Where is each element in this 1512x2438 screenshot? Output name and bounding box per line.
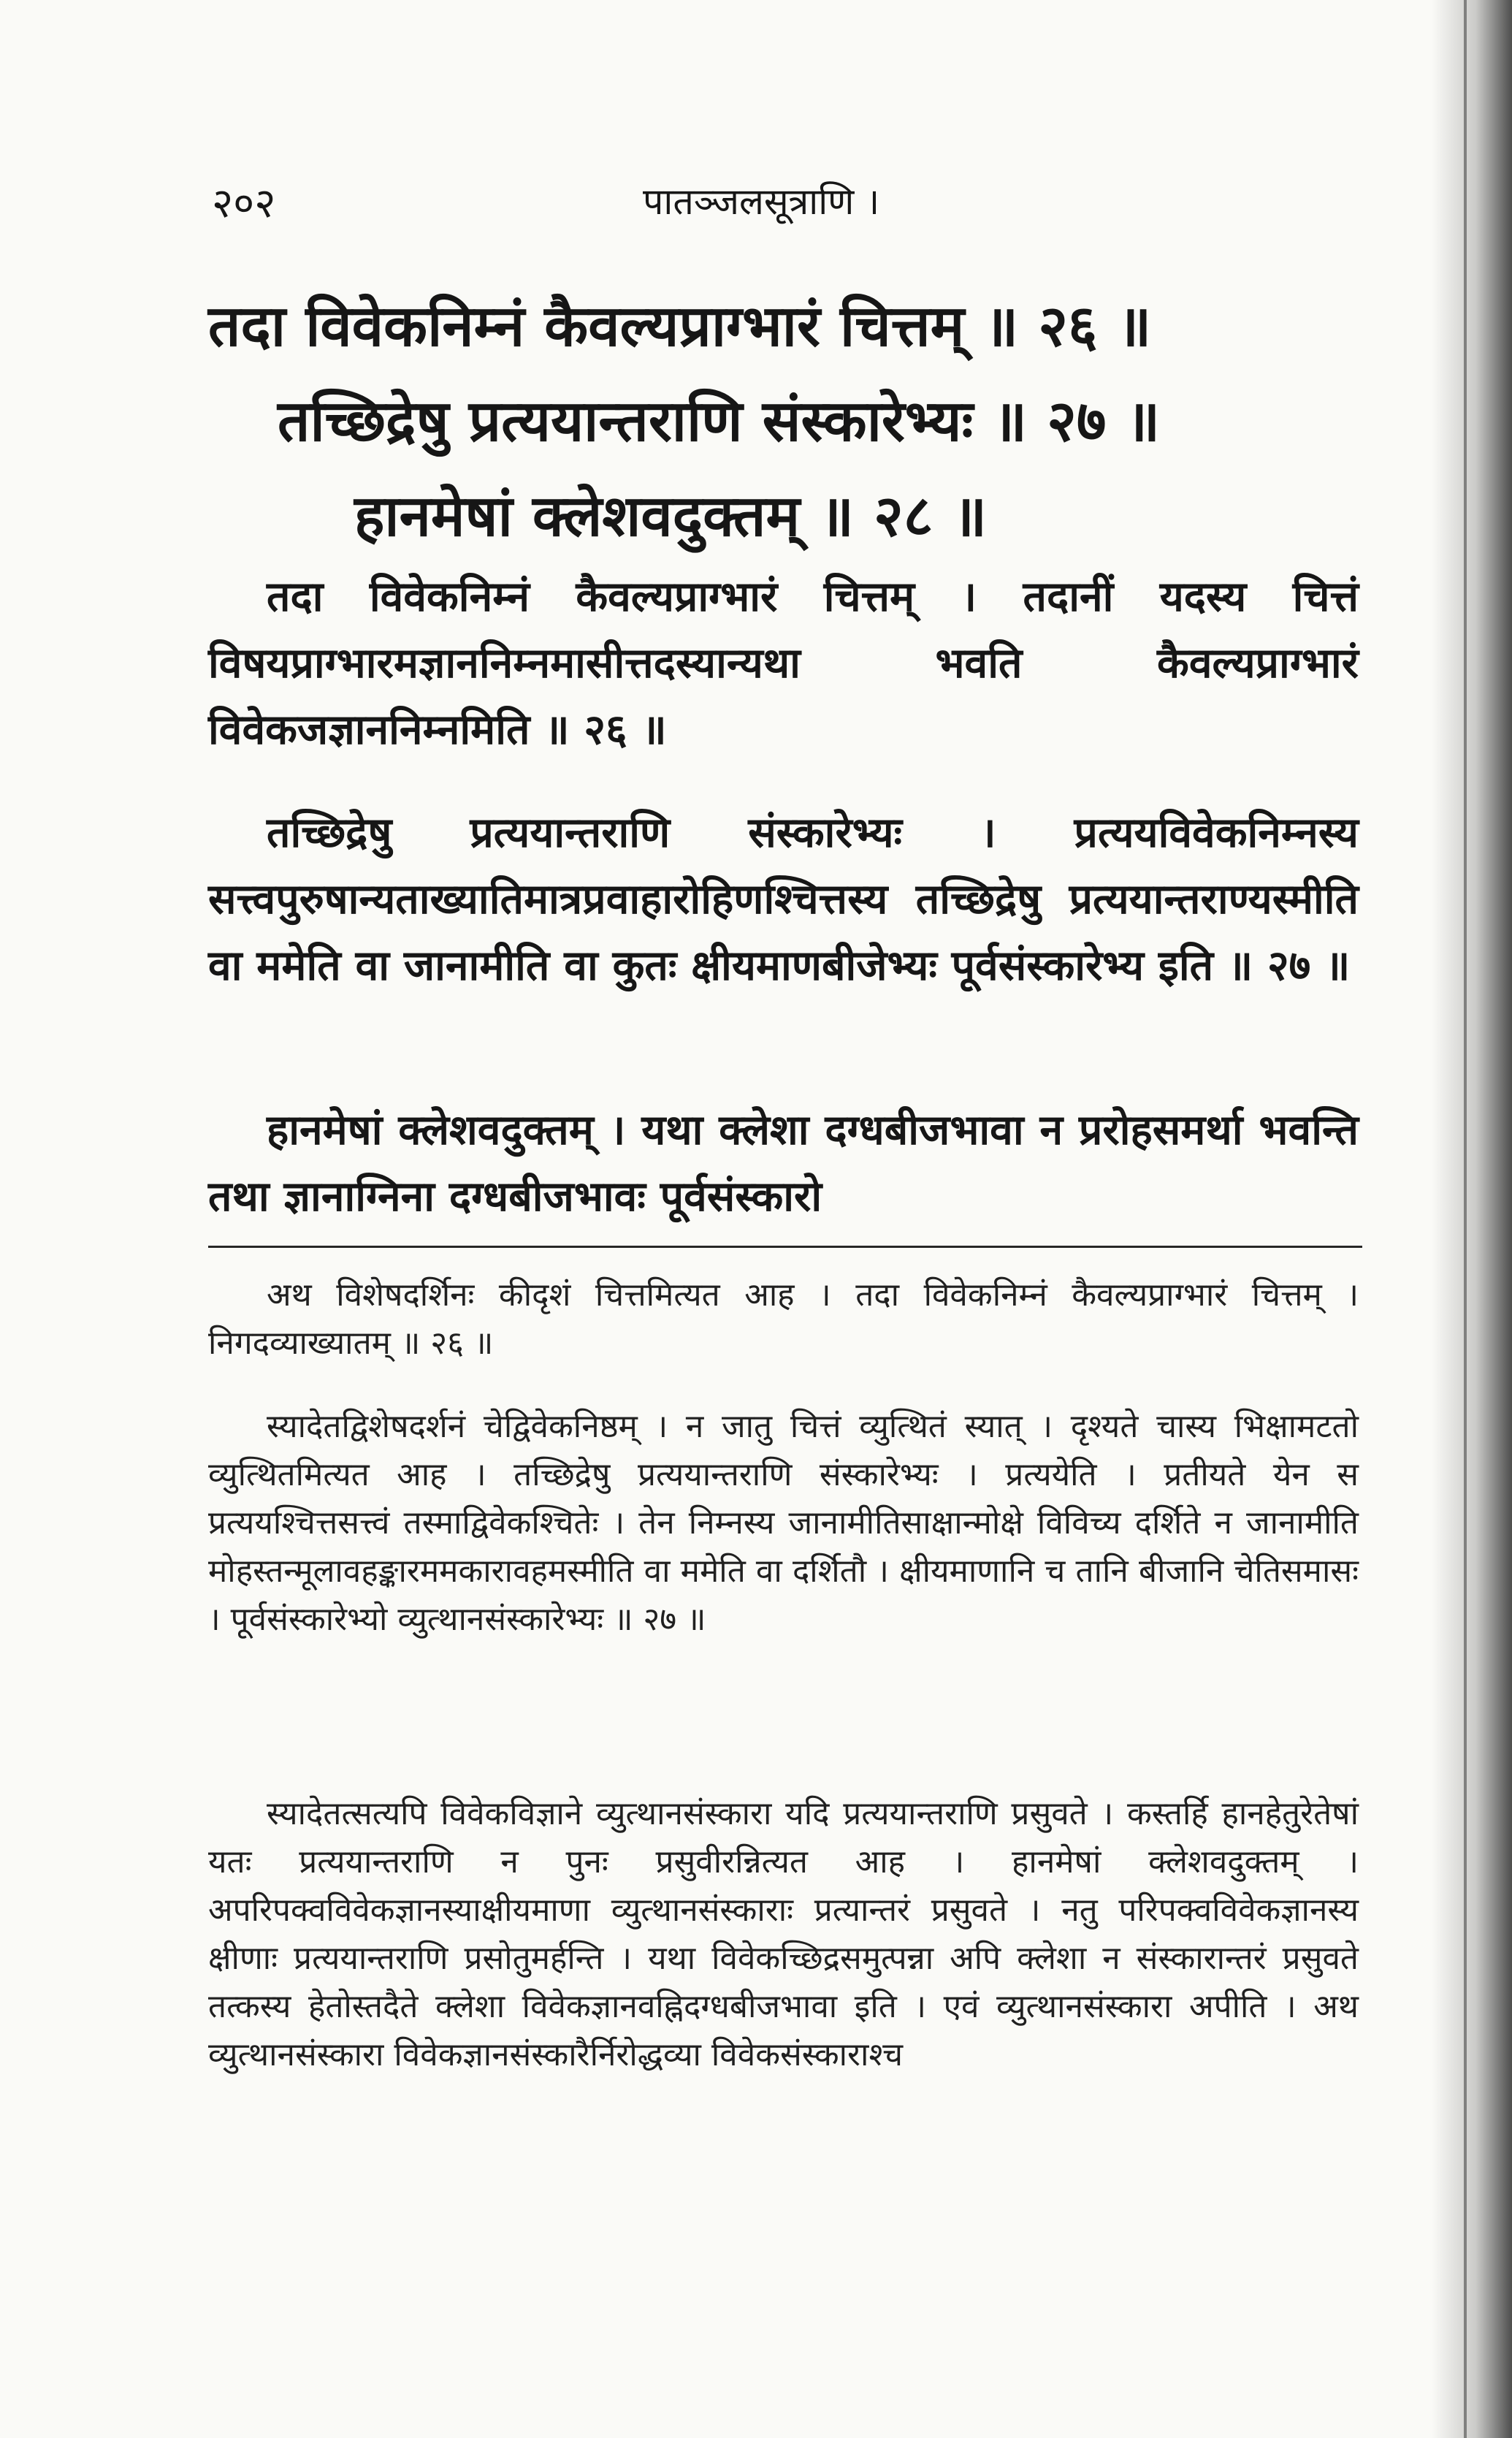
page-edge-line: [1464, 0, 1467, 2438]
sutra-27: तच्छिद्रेषु प्रत्ययान्तराणि संस्कारेभ्यः ॥ २७ ॥: [278, 389, 1161, 454]
gloss-28: स्यादेतत्सत्यपि विवेकविज्ञाने व्युत्थानसंस्कारा यदि प्रत्ययान्तराणि प्रसुवते । कस्तर्हि हानहेतुरेतेषां यतः प्रत्ययान्तराणि न पुनः प्रसुवीरन्नित्यत आह । हानमेषां क्लेशवदुक्तम् । अपरिपक्वविवेकज्ञानस्याक्षीयमाणा व्युत्थानसंस्काराः प्रत्यान्तरं प्रसुवते । नतु परिपक्वविवेकज्ञानस्य क्षीणाः प्रत्ययान्तराणि प्रसोतुमर्हन्ति । यथा विवेकच्छिद्रसमुत्पन्ना अपि क्लेशा न संस्कारान्तरं प्रसुवते तत्कस्य हेतोस्तदैते क्लेशा विवेकज्ञानवह्निदग्धबीजभावा इति । एवं व्युत्थानसंस्कारा अपीति । अथ व्युत्थानसंस्कारा विवेकज्ञानसंस्कारैर्निरोद्धव्या विवेकसंस्काराश्च: [208, 1795, 1359, 2073]
page-edge-shadow: [1432, 0, 1512, 2438]
sutra-26: तदा विवेकनिम्नं कैवल्यप्राग्भारं चित्तम् ॥ २६ ॥: [208, 294, 1152, 359]
page-number: २०२: [212, 180, 276, 227]
gloss-26: अथ विशेषदर्शिनः कीदृशं चित्तमित्यत आह । तदा विवेकनिम्नं कैवल्यप्राग्भारं चित्तम् । निगदव्याख्यातम् ॥ २६ ॥: [208, 1276, 1359, 1362]
page-header: [205, 174, 1344, 232]
commentary-26: तदा विवेकनिम्नं कैवल्यप्राग्भारं चित्तम् । तदानीं यदस्य चित्तं विषयप्राग्भारमज्ञाननिम्नमासीत्तदस्यान्यथा भवति कैवल्यप्राग्भारं विवेकजज्ञाननिम्नमिति ॥ २६ ॥: [208, 573, 1359, 754]
gloss-27: स्यादेतद्विशेषदर्शनं चेद्विवेकनिष्ठम् । न जातु चित्तं व्युत्थितं स्यात् । दृश्यते चास्य भिक्षामटतो व्युत्थितमित्यत आह । तच्छिद्रेषु प्रत्ययान्तराणि संस्कारेभ्यः । प्रत्ययेति । प्रतीयते येन स प्रत्ययश्चित्तसत्त्वं तस्माद्विवेकश्चितेः । तेन निम्नस्य जानामीतिसाक्षान्मोक्षे विविच्य दर्शिते न जानामीति मोहस्तन्मूलावहङ्कारममकारावहमस्मीति वा ममेति वा दर्शितौ । क्षीयमाणानि च तानि बीजानि चेतिसमासः । पूर्वसंस्कारेभ्यो व्युत्थानसंस्कारेभ्यः ॥ २७ ॥: [208, 1408, 1359, 1638]
footnote-divider: [208, 1246, 1362, 1248]
sutra-28: हानमेषां क्लेशवदुक्तम् ॥ २८ ॥: [354, 484, 988, 549]
commentary-28: हानमेषां क्लेशवदुक्तम् । यथा क्लेशा दग्धबीजभावा न प्ररोहसमर्था भवन्ति तथा ज्ञानाग्निना दग्धबीजभावः पूर्वसंस्कारो: [208, 1106, 1359, 1221]
commentary-27: तच्छिद्रेषु प्रत्ययान्तराणि संस्कारेभ्यः । प्रत्ययविवेकनिम्नस्य सत्त्वपुरुषान्यताख्यातिमात्रप्रवाहारोहिणश्चित्तस्य तच्छिद्रेषु प्रत्ययान्तराण्यस्मीति वा ममेति वा जानामीति वा कुतः क्षीयमाणबीजेभ्यः पूर्वसंस्कारेभ्य इति ॥ २७ ॥: [208, 809, 1359, 990]
running-title: पातञ्जलसूत्राणि ।: [643, 180, 880, 223]
